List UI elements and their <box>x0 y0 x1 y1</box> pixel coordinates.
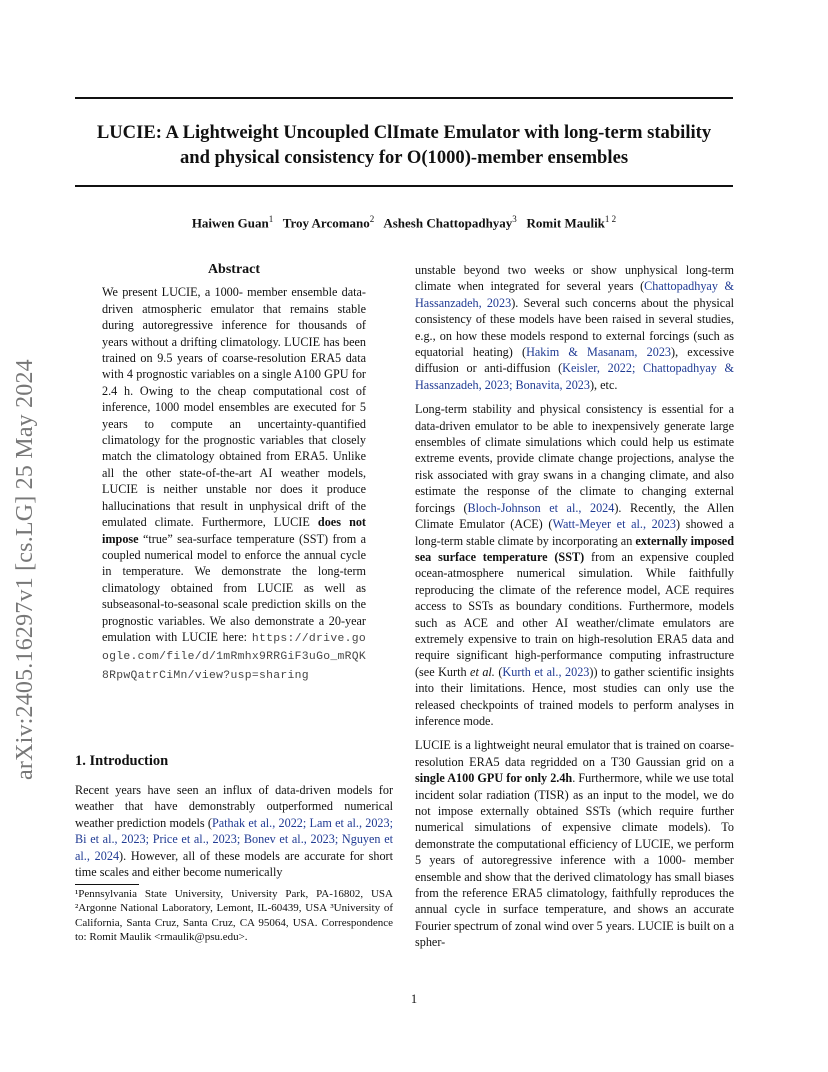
title-line-2: and physical consistency for O(1000)-member ensembles <box>179 147 629 168</box>
author-name: Romit Maulik <box>526 215 605 231</box>
top-rule <box>75 97 733 99</box>
paper-title <box>75 120 733 170</box>
abstract <box>102 262 366 684</box>
intro-left-column <box>75 782 393 880</box>
body-emphasis: externally imposed sea surface temperature (SST) <box>415 533 734 564</box>
body-text: . Furthermore, while we use total incident solar radiation (TISR) as an input to the model, we do not impose externally obtained SSTs (which require further numerical simulations of expensive climate models). To demonstrate the computational efficiency of LUCIE, we perform 5 years of autoregressive inference with a 1000- member ensemble and show that the derived climatology has small biases from the reference ERA5 climatology, faithfully reproduces the annual cycle in surface temperature, and shows an accurate Fourier spectrum of zonal wind over 5 years. LUCIE is built on a spher- <box>415 771 734 950</box>
body-text: ). Several such concerns about the physical consistency of these models have been raised in several studies, e.g., on how these models respond to external forcings (such as equatorial heating) ( <box>415 295 734 360</box>
section-heading-introduction: 1. Introduction <box>75 753 169 769</box>
author-name: Troy Arcomano <box>282 215 370 231</box>
intro-paragraph <box>75 782 393 880</box>
body-emphasis: single A100 GPU for only 2.4h <box>415 771 573 786</box>
citation-link[interactable]: Keisler, 2022; Chattopadhyay & Hassanzadeh, 2023; Bonavita, 2023 <box>415 361 734 392</box>
arxiv-side-stamp: arXiv:2405.16297v1 [cs.LG] 25 May 2024 <box>12 359 38 780</box>
footnote-rule <box>75 884 139 885</box>
author-name: Ashesh Chattopadhyay <box>383 215 513 231</box>
body-text: ) showed a long-term stable climate by incorporating an <box>415 517 735 548</box>
body-text: ( <box>494 664 503 679</box>
citation-link[interactable]: Kurth et al., 2023 <box>502 664 590 679</box>
citation-link[interactable]: Watt-Meyer et al., 2023 <box>552 517 677 532</box>
author-affiliation: 1 <box>268 214 274 224</box>
author-affiliation: 2 <box>369 214 375 224</box>
intro-text: Recent years have seen an influx of data-driven models for weather that have demonstrably outperformed numerical weather prediction models ( <box>75 783 393 830</box>
page-number: 1 <box>410 992 418 1006</box>
video-link[interactable]: https://drive.google.com/file/d/1mRmhx9RRGiF3uGo_mRQK8RpwQatrCiMn/view?usp=sharing <box>102 632 367 682</box>
author-affiliation: 1 2 <box>604 214 617 224</box>
author-list <box>75 214 733 231</box>
body-text: LUCIE is a lightweight neural emulator that is trained on coarse-resolution ERA5 data regridded on a T30 Gaussian grid on a <box>415 738 734 769</box>
title-line-1: LUCIE: A Lightweight Uncoupled ClImate Emulator with long-term stability <box>96 122 712 143</box>
affiliation-footnote: ¹Pennsylvania State University, University Park, PA-16802, USA ²Argonne National Laboratory, Lemont, IL-60439, USA ³University of California, Santa Cruz, Santa Cruz, CA 95064, USA. Correspondence to: Romit Maulik <rmaulik@psu.edu>. <box>75 888 393 944</box>
citation-link[interactable]: Hakim & Masanam, 2023 <box>526 345 672 360</box>
author-affiliation: 3 <box>512 214 517 224</box>
abstract-text-part: We present LUCIE, a 1000- member ensemble data-driven atmospheric emulator that remains stable during autoregressive inference for thousands of years without a drifting climatology. LUCIE has been trained on 9.5 years of coarse-resolution ERA5 data with 4 prognostic variables on a single A100 GPU for 2.4 h. Owing to the cheap computational cost of inference, 1000 model ensembles are executed for 5 years to compute an uncertainty-quantified climatology for the prognostic variables that closely match the climatology obtained from ERA5. Unlike all the other state-of-the-art AI weather models, LUCIE is neither unstable nor does it produce hallucinations that result in unphysical drift of the emulated climate. Furthermore, LUCIE <box>102 285 366 530</box>
body-text: )) to gather scientific insights into their limitations. Hence, most studies can only use the released checkpoints of trained models to perform analyses in inference mode. <box>415 664 734 728</box>
abstract-text-part: “true” sea-surface temperature (SST) from a coupled numerical model to enforce the annual cycle in temperature. We demonstrate the long-term climatology obtained from LUCIE as well as subseasonal-to-seasonal scale prediction skills on the prognostic variables. We also demonstrate a 20-year emulation with LUCIE here: <box>102 531 366 644</box>
right-column <box>415 262 734 951</box>
body-italic: et al. <box>470 664 495 679</box>
citation-link[interactable]: Bloch-Johnson et al., 2024 <box>467 500 615 515</box>
abstract-heading: Abstract <box>207 262 261 277</box>
body-text: ). Recently, the Allen Climate Emulator (ACE) ( <box>415 500 734 532</box>
intro-text: ). However, all of these models are accurate for short time scales and either become numerically <box>75 848 393 880</box>
right-paragraph-2 <box>415 401 734 729</box>
citation-link[interactable]: Chattopadhyay & Hassanzadeh, 2023 <box>415 279 735 310</box>
title-bottom-rule <box>75 185 733 187</box>
body-text: ), etc. <box>590 377 618 392</box>
abstract-text <box>102 284 366 684</box>
citation-link[interactable]: Pathak et al., 2022; Lam et al., 2023; Bi et al., 2023; Price et al., 2023; Bonev et al., 2023; Nguyen et al., 2024 <box>75 815 393 863</box>
body-text: ), excessive diffusion or anti-diffusion ( <box>415 345 735 376</box>
body-text: from an expensive coupled ocean-atmosphere numerical simulation. While faithfully reproducing the climate of the reference model, ACE requires access to SSTs as boundary conditions. Furthermore, models such as ACE and other AI weather/climate emulators are extremely expensive to train on high-resolution ERA5 data and require significant high-performance computing infrastructure (see Kurth <box>415 549 734 679</box>
abstract-emphasis: does not impose <box>102 515 366 546</box>
body-text: unstable beyond two weeks or show unphysical long-term climate when integrated for several years ( <box>415 263 734 294</box>
author-name: Haiwen Guan <box>191 215 269 231</box>
right-paragraph-1 <box>415 262 734 393</box>
right-paragraph-3 <box>415 737 734 950</box>
body-text: Long-term stability and physical consistency is essential for a data-driven emulator to be able to inexpensively generate large ensembles of climate simulations which could help us estimate extreme events, provide climate change projections, analyse the risk associated with gray swans in a changing climate, and also estimate the response of the climate to changing external forcings ( <box>415 402 734 515</box>
